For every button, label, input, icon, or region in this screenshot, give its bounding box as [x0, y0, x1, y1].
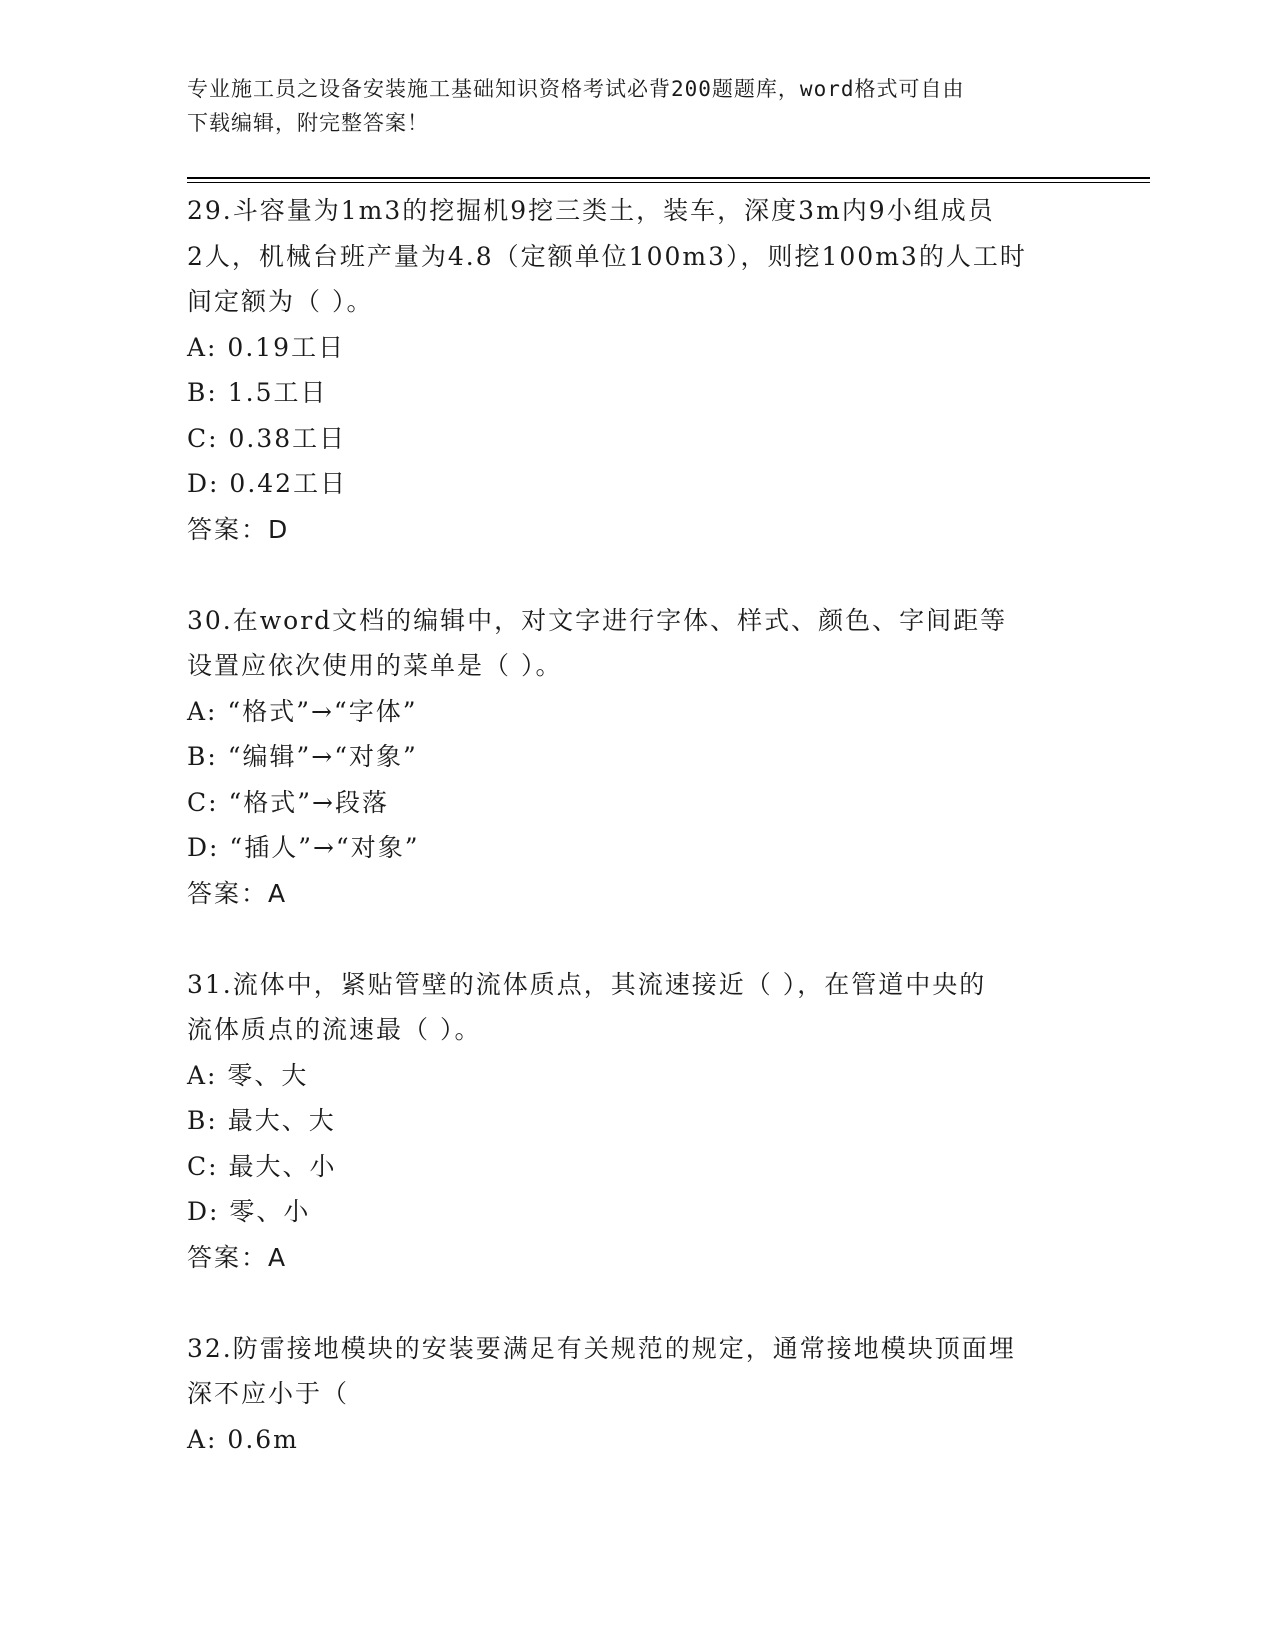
question-32	[187, 1326, 1087, 1463]
document-header	[187, 72, 1077, 140]
option-c: C: “格式”→段落	[187, 787, 390, 817]
option-b: B: 最大、大	[187, 1106, 336, 1135]
option-b: B: “编辑”→“对象”	[187, 742, 418, 771]
option-b: B: 1.5工日	[187, 378, 328, 407]
question-text-line: 2人，机械台班产量为4.8（定额单位100m3），则挖100m3的人工时	[187, 241, 1027, 271]
question-text-line: 设置应依次使用的菜单是（ ）。	[187, 651, 563, 680]
question-text-line: 流体质点的流速最（ ）。	[187, 1015, 482, 1044]
spacer	[187, 552, 1087, 598]
option-a: A: “格式”→“字体”	[187, 696, 418, 726]
option-a: A: 0.6m	[187, 1424, 299, 1454]
question-31	[187, 962, 1087, 1281]
option-d: D: “插人”→“对象”	[187, 833, 420, 862]
header-divider-thin	[187, 182, 1150, 183]
option-d: D: 0.42工日	[187, 469, 348, 498]
spacer	[187, 1280, 1087, 1326]
option-c: C: 最大、小	[187, 1151, 337, 1181]
answer: 答案：D	[187, 514, 290, 544]
option-d: D: 零、小	[187, 1197, 311, 1226]
question-text-line: 30.在word文档的编辑中，对文字进行字体、样式、颜色、字间距等	[187, 605, 1008, 635]
question-text-line: 32.防雷接地模块的安装要满足有关规范的规定，通常接地模块顶面埋	[187, 1333, 1016, 1363]
answer: 答案：A	[187, 1242, 288, 1272]
question-list	[187, 188, 1087, 1462]
question-text-line: 深不应小于（	[187, 1379, 350, 1408]
question-30	[187, 598, 1087, 917]
option-c: C: 0.38工日	[187, 423, 347, 453]
header-line-1: 专业施工员之设备安装施工基础知识资格考试必背200题题库，word格式可自由	[187, 77, 965, 101]
question-29	[187, 188, 1087, 552]
spacer	[187, 916, 1087, 962]
option-a: A: 零、大	[187, 1060, 309, 1090]
answer: 答案：A	[187, 878, 288, 908]
header-line-2: 下载编辑，附完整答案！	[187, 111, 429, 135]
option-a: A: 0.19工日	[187, 332, 346, 362]
question-text-line: 间定额为（ ）。	[187, 287, 374, 316]
question-text-line: 31.流体中，紧贴管壁的流体质点，其流速接近（ ），在管道中央的	[187, 969, 987, 999]
header-divider-thick	[187, 177, 1150, 179]
question-text-line: 29.斗容量为1m3的挖掘机9挖三类土，装车，深度3m内9小组成员	[187, 196, 995, 225]
